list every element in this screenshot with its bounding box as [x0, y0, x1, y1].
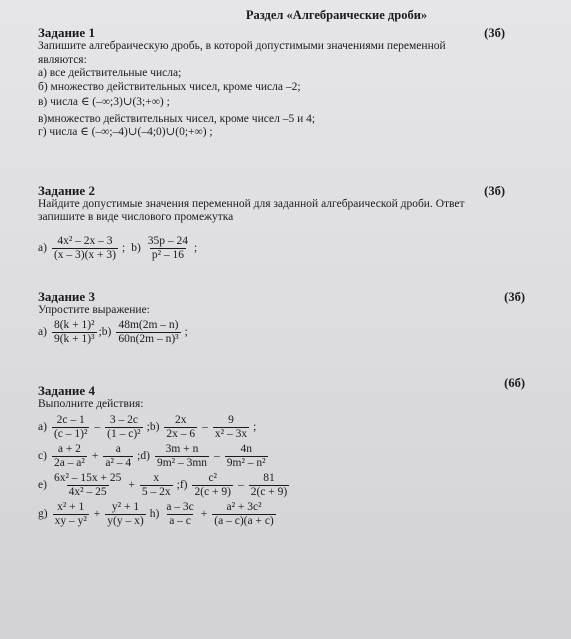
task-3: [38, 290, 535, 347]
fraction-numerator: a – 3c: [166, 500, 194, 513]
task-3-expressions: [38, 319, 535, 346]
page-title: Раздел «Алгебраические дроби»: [245, 8, 428, 22]
task-3-title: Задание 3: [38, 288, 95, 304]
fraction-4: [212, 501, 275, 528]
fraction-4: [249, 472, 290, 499]
task-4-expression-row: [38, 501, 535, 528]
fraction-numerator: y² + 1: [111, 500, 140, 513]
fraction-numerator: a + 2: [57, 442, 81, 455]
task-1-points: (3б): [484, 26, 505, 40]
task-3-points: (3б): [504, 289, 525, 304]
fraction-2: [105, 501, 145, 528]
fraction-numerator: 48m(2m – n): [118, 319, 179, 331]
fraction-2: [103, 443, 133, 470]
fraction-3: [164, 501, 195, 528]
task-4-expression-row: [38, 443, 535, 470]
fraction-numerator: 3 – 2c: [109, 413, 138, 426]
fraction-1: [53, 501, 89, 528]
row-label-right: h): [149, 507, 160, 520]
fraction-denominator: 2(c + 9): [194, 485, 231, 498]
fraction-numerator: 2c – 1: [56, 413, 85, 426]
fraction-2: [105, 414, 142, 441]
task-3-prompt: Упростите выражение:: [38, 303, 150, 316]
task-2-label-b: b): [131, 241, 141, 254]
task-4-expression-row: [38, 414, 535, 441]
fraction-3: [192, 472, 233, 499]
task-2-label-a: а): [38, 241, 47, 254]
fraction-numerator: a: [115, 442, 121, 455]
fraction-denominator: 5 – 2x: [141, 485, 171, 498]
fraction-denominator: (a – c)(a + c): [214, 514, 274, 527]
task-1-item-b: б) множество действительных чисел, кроме числа –2;: [38, 80, 301, 93]
fraction-numerator: c²: [208, 471, 218, 484]
fraction-2: [140, 472, 173, 499]
task-1-prompt-line-2: являются:: [38, 53, 87, 66]
task-1-prompt-line-1: Запишите алгебраическую дробь, в которой допустимыми значениями переменной: [38, 40, 446, 52]
task-2-fraction-b: [146, 235, 190, 262]
operator: +: [128, 478, 135, 491]
fraction-denominator: xy – y²: [54, 514, 87, 527]
operator: –: [94, 420, 101, 433]
operator: –: [214, 449, 220, 462]
row-label-left: c): [38, 449, 47, 462]
task-3-fraction-a: [52, 319, 97, 346]
fraction-numerator: 81: [263, 471, 275, 484]
row-label-right: ;b): [146, 420, 160, 433]
separator: ;: [184, 326, 188, 338]
row-label-left: e): [38, 478, 47, 491]
fraction-denominator: 60n(2m – n)³: [118, 333, 179, 345]
task-2-expressions: [38, 235, 535, 262]
fraction-denominator: (x – 3)(x + 3): [53, 248, 116, 261]
task-2-fraction-a: [52, 235, 118, 262]
row-label-left: а): [38, 420, 47, 433]
operator: –: [237, 478, 244, 491]
operator: +: [91, 449, 99, 462]
fraction-denominator: 2x – 6: [166, 427, 196, 440]
fraction-numerator: x: [153, 471, 160, 484]
task-1-item-c: в) числа ∈ (–∞;3)∪(3;+∞) ;: [38, 96, 170, 108]
fraction-denominator: (c – 1)²: [53, 427, 88, 440]
task-2-prompt-line-2: запишите в виде числового промежутка: [38, 211, 234, 223]
row-label-right: ;f): [176, 478, 188, 491]
task-3-fraction-b: [116, 319, 180, 346]
fraction-denominator: 2(c + 9): [250, 485, 288, 498]
fraction-denominator: 9m² – 3mn: [156, 456, 208, 469]
fraction-denominator: a² – 4: [105, 456, 132, 469]
task-3-label-a: а): [38, 326, 47, 338]
task-4-expression-row: [38, 472, 535, 499]
task-4-expressions: [38, 414, 535, 528]
fraction-denominator: 9m² – n²: [226, 456, 266, 469]
task-2-prompt-line-1: Найдите допустимые значения переменной для заданной алгебраической дроби. Ответ: [38, 197, 465, 210]
fraction-denominator: 4x² – 25: [68, 485, 107, 498]
fraction-numerator: 35p – 24: [147, 234, 189, 247]
separator: ;: [122, 241, 126, 254]
task-1-item-e: г) числа ∈ (–∞;–4)∪(–4;0)∪(0;+∞) ;: [38, 126, 213, 138]
fraction-denominator: 9(k + 1)³: [53, 333, 95, 345]
operator: +: [200, 507, 208, 520]
fraction-numerator: a² + 3c²: [226, 500, 262, 513]
fraction-1: [52, 472, 123, 499]
task-2-points: (3б): [484, 183, 505, 198]
operator: +: [93, 507, 101, 520]
fraction-4: [213, 414, 249, 441]
fraction-numerator: 4n: [240, 442, 252, 455]
fraction-denominator: y(y – x): [107, 514, 144, 527]
fraction-numerator: x² + 1: [57, 500, 85, 513]
operator: –: [202, 420, 208, 433]
fraction-3: [155, 443, 209, 470]
fraction-numerator: 6x² – 15x + 25: [53, 471, 122, 484]
task-1: [38, 26, 535, 140]
separator: ;: [253, 420, 257, 433]
fraction-numerator: 4x² – 2x – 3: [57, 234, 113, 247]
task-4-points: (6б): [504, 376, 525, 390]
fraction-denominator: 2a – a²: [53, 456, 85, 469]
task-1-item-a: а) все действительные числа;: [38, 67, 182, 79]
row-label-right: ;d): [137, 449, 150, 462]
task-2-title: Задание 2: [38, 182, 95, 198]
fraction-numerator: 8(k + 1)²: [53, 319, 95, 331]
fraction-numerator: 2x: [175, 413, 187, 426]
task-4: [38, 376, 535, 528]
fraction-1: [52, 414, 89, 441]
task-4-prompt: Выполните действия:: [38, 398, 144, 410]
fraction-denominator: x² – 3x: [214, 427, 248, 440]
fraction-numerator: 9: [228, 413, 234, 426]
task-1-item-d: в)множество действительных чисел, кроме чисел –5 и 4;: [38, 112, 316, 125]
task-3-label-b: ;b): [98, 326, 112, 338]
task-1-title: Задание 1: [38, 25, 95, 40]
task-4-title: Задание 4: [38, 383, 95, 398]
fraction-denominator: a – c: [169, 514, 191, 527]
row-label-left: g): [38, 507, 48, 520]
separator: ;: [194, 241, 198, 254]
fraction-numerator: 3m + n: [165, 442, 199, 455]
fraction-4: [225, 443, 268, 470]
fraction-denominator: p² – 16: [151, 248, 185, 261]
task-2: [38, 184, 535, 262]
fraction-denominator: (1 – c)²: [107, 427, 141, 440]
fraction-1: [52, 443, 87, 470]
fraction-3: [164, 414, 197, 441]
